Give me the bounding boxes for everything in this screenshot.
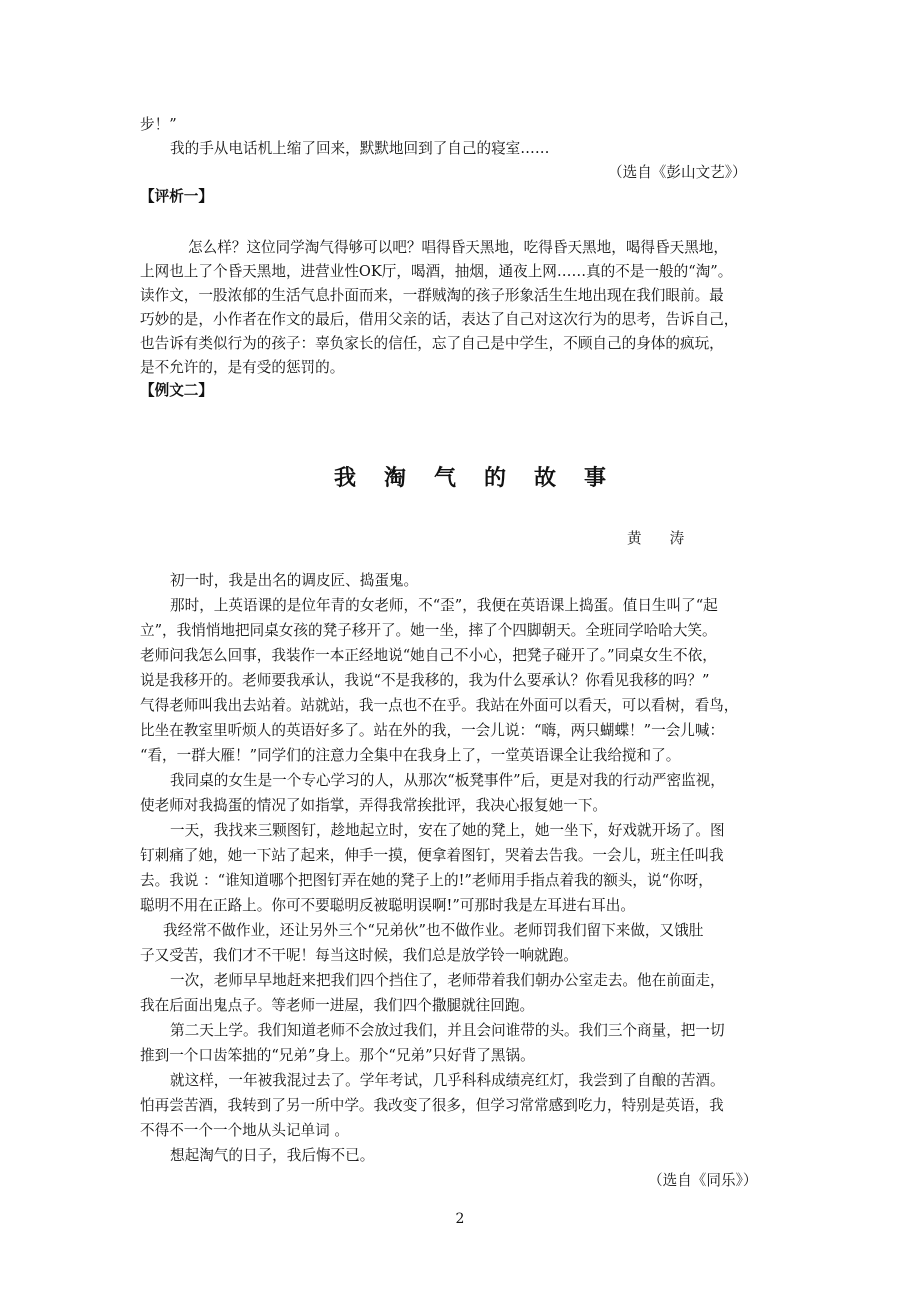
essay-line: 不得不一个一个地从头记单词 。 [140, 1122, 349, 1139]
source-citation: （选自《同乐》） [648, 1172, 758, 1189]
essay-line: 第二天上学。我们知道老师不会放过我们，并且会问谁带的头。我们三个商量，把一切 [170, 1022, 725, 1039]
essay-line: 我在后面出鬼点子。等老师一进屋，我们四个撒腿就往回跑。 [140, 997, 535, 1014]
essay-line: 气得老师叫我出去站着。站就站，我一点也不在乎。我站在外面可以看天，可以看树，看鸟， [140, 697, 739, 714]
essay-line: 老师问我怎么回事，我装作一本正经地说“她自己不小心，把凳子碰开了。”同桌女生不依， [140, 647, 717, 664]
essay-line: 聪明不用在正路上。你可不要聪明反被聪明误啊!”可那时我是左耳进右耳出。 [140, 897, 635, 914]
essay-line: 一天，我找来三颗图钉，趁地起立时，安在了她的凳上，她一坐下，好戏就开场了。图 [170, 822, 725, 839]
essay-line: 比坐在教室里听烦人的英语好多了。站在外的我，一会儿说：“嗨，两只蝴蝶！”一会儿喊： [140, 722, 725, 739]
review-line: 怎么样？这位同学淘气得够可以吧？唱得昏天黑地，吃得昏天黑地，喝得昏天黑地， [188, 239, 728, 256]
essay-line: 我经常不做作业，还让另外三个“兄弟伙”也不做作业。老师罚我们留下来做，又饿肚 [163, 922, 704, 939]
essay-line: 想起淘气的日子，我后悔不已。 [170, 1147, 375, 1164]
prev-text-line: 我的手从电话机上缩了回来，默默地回到了自己的寝室…… [170, 140, 550, 157]
essay-line: 子又受苦，我们才不干呢！每当这时候，我们总是放学铃一响就跑。 [140, 947, 578, 964]
prev-text-line: 步！” [140, 116, 177, 133]
essay-line: “看，一群大雁！”同学们的注意力全集中在我身上了，一堂英语课全让我给搅和了。 [140, 747, 681, 764]
essay-line: 我同桌的女生是一个专心学习的人，从那次“板凳事件”后，更是对我的行动严密监视， [170, 772, 725, 789]
review-line: 巧妙的是，小作者在作文的最后，借用父亲的话，表达了自己对这次行为的思考，告诉自己， [140, 311, 739, 328]
essay-line: 立”，我悄悄地把同桌女孩的凳子移开了。她一坐，摔了个四脚朝天。全班同学哈哈大笑。 [140, 622, 717, 639]
review-line: 也告诉有类似行为的孩子：辜负家长的信任，忘了自己是中学生，不顾自己的身体的疯玩， [140, 335, 724, 352]
review-line: 读作文，一股浓郁的生活气息扑面而来，一群贼淘的孩子形象活生生地出现在我们眼前。最 [140, 287, 724, 304]
essay-line: 一次，老师早早地赶来把我们四个挡住了，老师带着我们朝办公室走去。他在前面走， [170, 972, 725, 989]
review-heading: 【评析一】 [140, 188, 213, 205]
review-line: 是不允许的，是有受的惩罚的。 [140, 359, 345, 376]
essay-line: 初一时，我是出名的调皮匠、捣蛋鬼。 [170, 572, 419, 589]
essay-line: 就这样，一年被我混过去了。学年考试，几乎科科成绩亮红灯，我尝到了自酿的苦酒。 [170, 1072, 725, 1089]
essay-line: 推到一个口齿笨拙的“兄弟”身上。那个“兄弟”只好背了黑锅。 [140, 1047, 535, 1064]
example-heading: 【例文二】 [140, 382, 213, 399]
essay-line: 说是我移开的。老师要我承认，我说“不是我移的，我为什么要承认？你看见我移的吗？” [140, 672, 710, 689]
review-line: 上网也上了个昏天黑地，进营业性OK厅，喝酒，抽烟，通夜上网……真的不是一般的“淘”。 [140, 263, 733, 280]
essay-line: 使老师对我捣蛋的情况了如指掌，弄得我常挨批评，我决心报复她一下。 [140, 797, 608, 814]
essay-title: 我淘气的故事 [333, 465, 634, 491]
essay-line: 钉刺痛了她，她一下站了起来，伸手一摸，便拿着图钉，哭着去告我。一会儿，班主任叫我 [140, 847, 724, 864]
essay-line: 怕再尝苦酒，我转到了另一所中学。我改变了很多，但学习常常感到吃力，特别是英语，我 [140, 1097, 724, 1114]
essay-author: 黄涛 [627, 530, 713, 547]
source-citation: （选自《彭山文艺》） [608, 164, 747, 181]
page-number: 2 [455, 1211, 465, 1227]
essay-line: 去。我说 ：“谁知道哪个把图钉弄在她的凳子上的!”老师用手指点着我的额头，说“你呀， [140, 872, 713, 889]
essay-line: 那时，上英语课的是位年青的女老师，不“歪”，我便在英语课上捣蛋。值日生叫了“起 [170, 597, 718, 614]
